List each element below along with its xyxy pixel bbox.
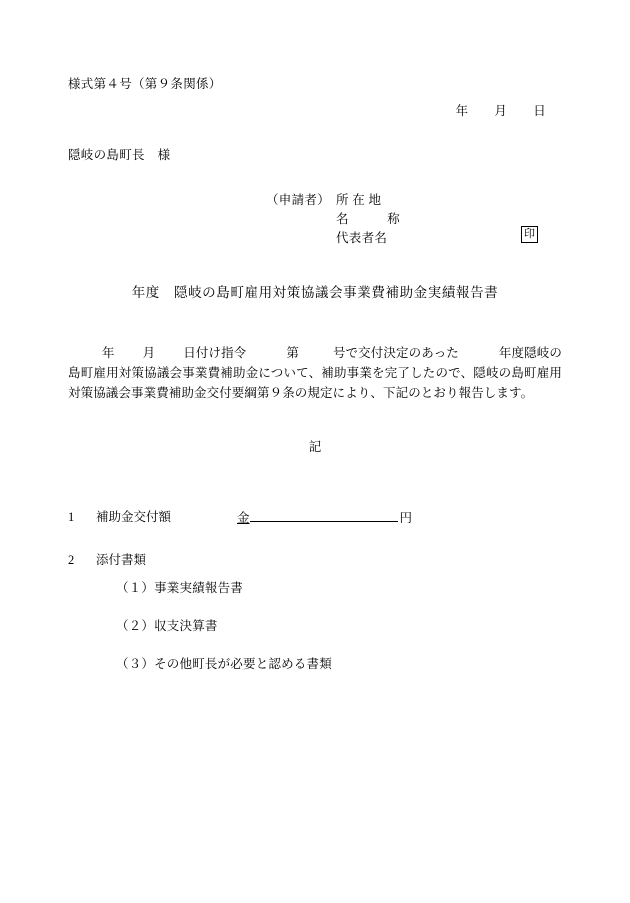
paragraph-month-label: 月 bbox=[142, 345, 156, 360]
date-month-label: 月 bbox=[494, 104, 508, 119]
paragraph-year-label: 年 bbox=[102, 345, 115, 360]
item-attachments-header bbox=[68, 551, 562, 569]
addressee: 隠岐の島町長 様 bbox=[68, 148, 171, 163]
applicant-block bbox=[68, 190, 562, 247]
page-title: 年度 隠岐の島町雇用対策協議会事業費補助金実績報告書 bbox=[131, 285, 499, 301]
amount-unit: 円 bbox=[399, 510, 413, 525]
date-day-label: 日 bbox=[533, 104, 546, 119]
paragraph-day-label: 日付け指令 bbox=[183, 345, 247, 360]
list-item: （３）その他町長が必要と認める書類 bbox=[116, 657, 332, 672]
applicant-row bbox=[266, 209, 562, 228]
item-attachments bbox=[68, 551, 562, 674]
item-label: 補助金交付額 bbox=[96, 509, 172, 524]
date-year-label: 年 bbox=[455, 104, 469, 119]
item-number: 2 bbox=[68, 552, 75, 567]
amount-prefix: 金 bbox=[237, 510, 250, 525]
report-paragraph bbox=[68, 343, 562, 404]
items-list bbox=[68, 508, 562, 674]
date-line bbox=[68, 102, 562, 120]
kiji-heading: 記 bbox=[308, 439, 322, 454]
item-subsidy-amount bbox=[68, 508, 562, 527]
list-item: （２）収支決算書 bbox=[116, 619, 218, 634]
applicant-row bbox=[266, 228, 562, 247]
applicant-name-label: 名 称 bbox=[336, 211, 401, 226]
applicant-label: （申請者） bbox=[266, 192, 331, 207]
form-number: 様式第４号（第９条関係） bbox=[68, 77, 222, 91]
applicant-row bbox=[266, 190, 562, 209]
paragraph-main-text: 年度隠岐の島町雇用対策協議会事業費補助金について、補助事業を完了したので、隠岐の島町雇用対策協議会事業費補助金交付要綱第９条の規定により、下記のとおり報告します。 bbox=[68, 345, 562, 401]
applicant-representative-label: 代表者名 bbox=[336, 230, 388, 245]
attachment-list bbox=[68, 579, 562, 673]
paragraph-order-label: 第 bbox=[286, 345, 299, 360]
item-number: 1 bbox=[68, 509, 75, 524]
document-body bbox=[68, 75, 562, 673]
seal-stamp-icon: 印 bbox=[521, 226, 538, 243]
list-item: （１）事業実績報告書 bbox=[116, 581, 244, 596]
amount-value-blank[interactable] bbox=[250, 508, 398, 522]
item-label: 添付書類 bbox=[96, 552, 147, 567]
paragraph-order-suffix: 号で交付決定のあった bbox=[332, 345, 459, 360]
amount-field bbox=[237, 508, 412, 527]
applicant-address-label: 所 在 地 bbox=[336, 192, 382, 207]
